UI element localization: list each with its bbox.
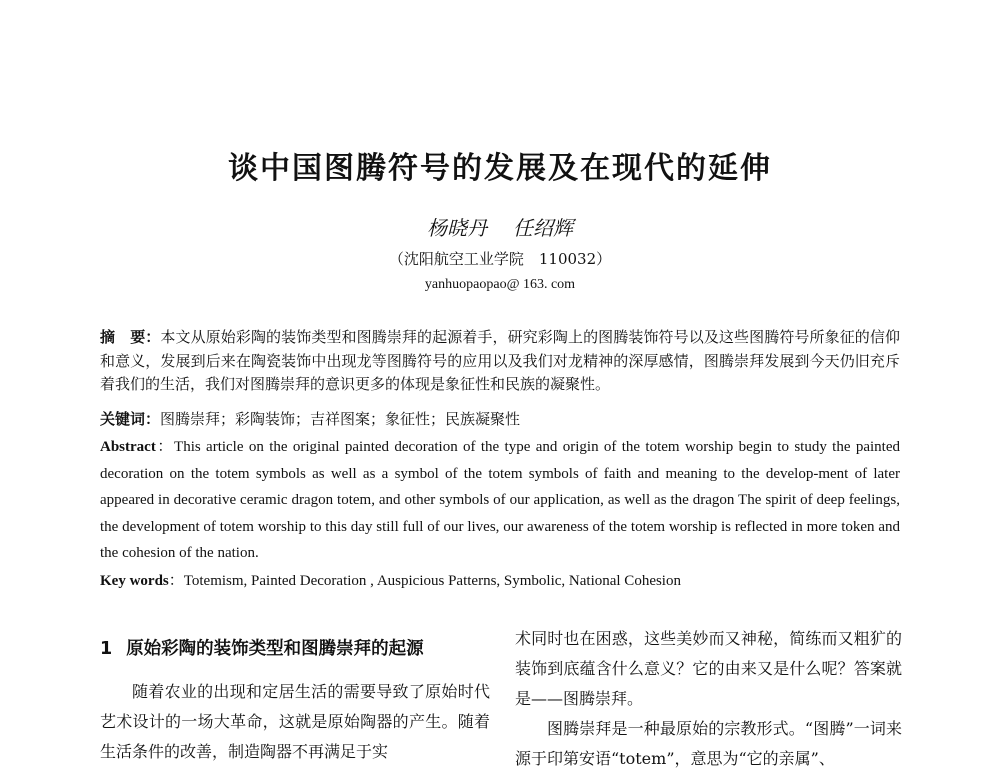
chinese-abstract xyxy=(100,326,900,397)
keywords-text: 图腾崇拜；彩陶装饰；吉祥图案；象征性；民族凝聚性 xyxy=(160,410,521,428)
english-abstract-text: ：This article on the original painted decoration of the type and origin of the totem worship begin to study the painted decoration on the totem symbols as well as a symbol of the totem symbols of faith and meaning to the develop-ment of later appeared in decorative ceramic dragon totem, and other symbols of our application, as well as the dragon The spirit of deep feelings, the development of totem worship to this day still full of our lives, our awareness of the totem worship is reflected in more token and the cohesion of the nation. xyxy=(100,439,900,561)
author-email: yanhuopaopao@ 163. com xyxy=(424,277,576,292)
body-paragraph: 术同时也在困惑，这些美妙而又神秘，简练而又粗犷的装饰到底蕴含什么意义？它的由来又是什么呢？答案就是——图腾崇拜。 xyxy=(515,629,902,708)
english-keywords xyxy=(100,569,900,590)
section-heading xyxy=(100,635,490,660)
body-paragraph-left: 随着农业的出现和定居生活的需要导致了原始时代艺术设计的一场大革命，这就是原始陶器的产生。随着生活条件的改善，制造陶器不再满足于实 xyxy=(100,682,490,761)
author-name: 任绍辉 xyxy=(513,216,573,240)
abstract-text: 本文从原始彩陶的装饰类型和图腾崇拜的起源着手，研究彩陶上的图腾装饰符号以及这些图腾符号所象征的信仰和意义，发展到后来在陶瓷装饰中出现龙等图腾符号的应用以及我们对龙精神的深厚感情，图腾崇拜发展到今天仍旧充斥着我们的生活，我们对图腾崇拜的意识更多的体现是象征性和民族的凝聚性。 xyxy=(100,328,900,393)
english-abstract xyxy=(100,434,900,567)
affiliation: （沈阳航空工业学院 110032） xyxy=(388,250,612,268)
chinese-keywords xyxy=(100,408,900,431)
body-column-right xyxy=(515,624,902,774)
section-number: 1 xyxy=(100,639,113,659)
english-abstract-label: Abstract xyxy=(100,439,156,455)
body-paragraph: 图腾崇拜是一种最原始的宗教形式。“图腾”一词来源于印第安语“totem”，意思为“它的亲属”、 xyxy=(515,719,902,768)
author-list xyxy=(0,212,1000,241)
author-name: 杨晓丹 xyxy=(427,216,487,240)
section-title-text: 原始彩陶的装饰类型和图腾崇拜的起源 xyxy=(126,639,424,659)
english-keywords-label: Key words xyxy=(100,573,169,589)
paper-title: 谈中国图腾符号的发展及在现代的延伸 xyxy=(228,151,772,186)
abstract-label: 摘 要： xyxy=(100,328,161,346)
english-keywords-text: ：Totemism, Painted Decoration , Auspicious Patterns, Symbolic, National Cohesion xyxy=(168,573,681,589)
keywords-label: 关键词： xyxy=(100,410,161,428)
